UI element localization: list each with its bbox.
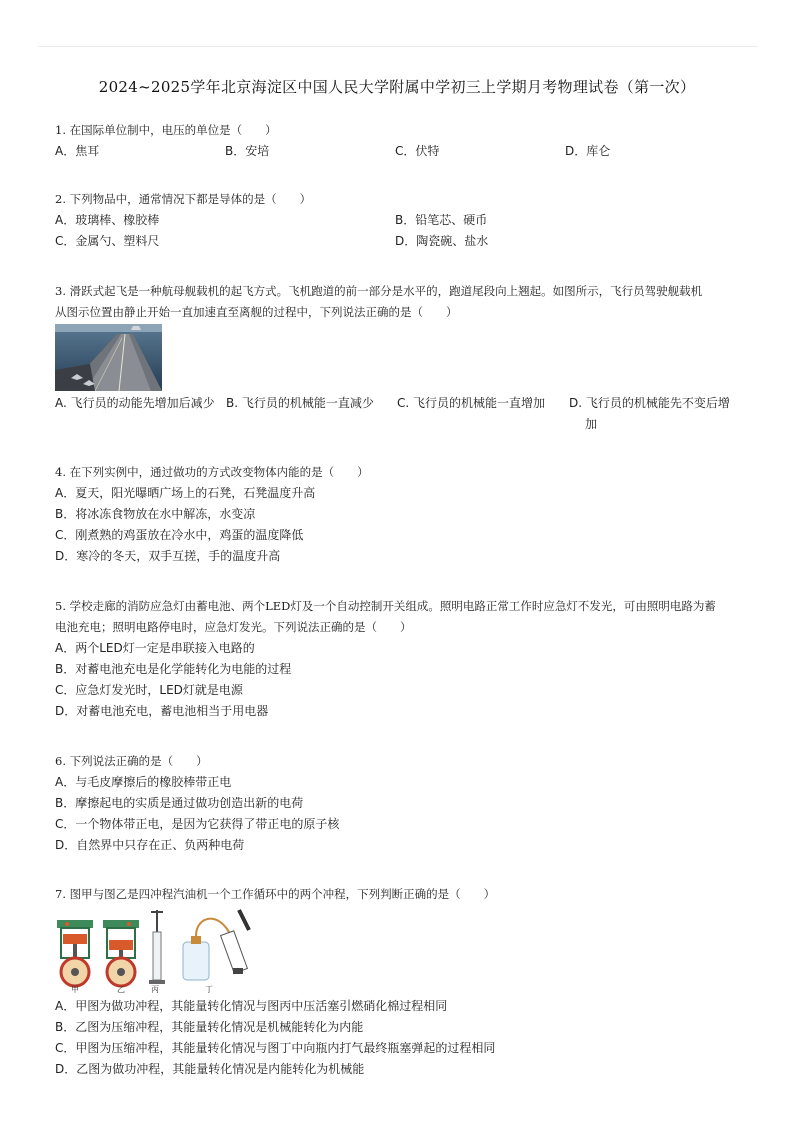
option-c: C. 飞行员的机械能一直增加 (397, 396, 546, 410)
question-1 (55, 120, 745, 162)
aircraft-carrier-photo (55, 324, 162, 391)
header-divider (38, 46, 758, 47)
compression-tube (149, 910, 165, 984)
option-b: B．摩擦起电的实质是通过做功创造出新的电荷 (55, 796, 304, 810)
options-row (55, 210, 745, 231)
question-3-options (55, 393, 755, 435)
figure-label-bing: 丙 (151, 985, 159, 994)
question-7 (55, 884, 745, 905)
option-d: D．陶瓷碗、盐水 (395, 234, 489, 248)
option-b: B．安培 (225, 144, 270, 158)
figure-label-ding: 丁 (205, 985, 213, 994)
question-stem: 2. 下列物品中，通常情况下都是导体的是（ ） (55, 192, 312, 206)
question-2 (55, 189, 745, 252)
figure-label-jia: 甲 (71, 985, 79, 994)
option-a: A．与毛皮摩擦后的橡胶棒带正电 (55, 775, 232, 789)
question-3 (55, 281, 755, 323)
question-stem-line: 从图示位置由静止开始一直加速直至离舰的过程中，下列说法正确的是（ ） (55, 305, 458, 319)
option-c: C．伏特 (395, 144, 440, 158)
option-c: C．一个物体带正电，是因为它获得了带正电的原子核 (55, 817, 340, 831)
question-5 (55, 596, 755, 722)
option-c: C．甲图为压缩冲程，其能量转化情况与图丁中向瓶内打气最终瓶塞弹起的过程相同 (55, 1041, 496, 1055)
option-d: D. 飞行员的机械能先不变后增 (569, 396, 730, 410)
option-b: B．对蓄电池充电是化学能转化为电能的过程 (55, 662, 292, 676)
option-d: D．自然界中只存在正、负两种电荷 (55, 838, 245, 852)
options-row (55, 141, 745, 162)
option-a: A．玻璃棒、橡胶棒 (55, 213, 160, 227)
option-d: D．对蓄电池充电，蓄电池相当于用电器 (55, 704, 269, 718)
option-d: D．寒冷的冬天，双手互搓，手的温度升高 (55, 549, 281, 563)
option-a: A．夏天，阳光曝晒广场上的石凳，石凳温度升高 (55, 486, 316, 500)
question-stem: 4. 在下列实例中，通过做功的方式改变物体内能的是（ ） (55, 465, 369, 479)
option-b: B．铅笔芯、硬币 (395, 213, 488, 227)
option-c: C．应急灯发光时，LED灯就是电源 (55, 683, 243, 697)
option-b: B．乙图为压缩冲程，其能量转化情况是机械能转化为内能 (55, 1020, 364, 1034)
question-stem-line: 5. 学校走廊的消防应急灯由蓄电池、两个LED灯及一个自动控制开关组成。照明电路正常工作时应急灯不发光，可由照明电路为蓄 (55, 599, 716, 613)
option-a: A．焦耳 (55, 144, 100, 158)
question-stem-line: 3. 滑跃式起飞是一种航母舰载机的起飞方式。飞机跑道的前一部分是水平的，跑道尾段向上翘起。如图所示，飞行员驾驶舰载机 (55, 284, 703, 298)
question-stem-line: 电池充电；照明电路停电时，应急灯发光。下列说法正确的是（ ） (55, 620, 412, 634)
question-6 (55, 751, 745, 856)
option-c: C．刚煮熟的鸡蛋放在冷水中，鸡蛋的温度降低 (55, 528, 304, 542)
page-title: 2024~2025学年北京海淀区中国人民大学附属中学初三上学期月考物理试卷（第一次） (98, 78, 696, 96)
option-d: D．乙图为做功冲程，其能量转化情况是内能转化为机械能 (55, 1062, 365, 1076)
option-d: D．库仑 (565, 144, 611, 158)
engine-stroke-figure (55, 906, 275, 994)
option-a: A．甲图为做功冲程，其能量转化情况与图丙中压活塞引燃硝化棉过程相同 (55, 999, 448, 1013)
engine-yi (103, 920, 139, 986)
figure-label-yi: 乙 (117, 985, 125, 994)
option-d-continued: 加 (585, 417, 598, 431)
question-4 (55, 462, 745, 567)
option-c: C．金属勺、塑料尺 (55, 234, 160, 248)
option-b: B. 飞行员的机械能一直减少 (226, 396, 374, 410)
options-row (55, 231, 745, 252)
option-a: A. 飞行员的动能先增加后减少 (55, 396, 215, 410)
question-stem: 6. 下列说法正确的是（ ） (55, 754, 208, 768)
question-7-options (55, 996, 745, 1080)
option-b: B．将冰冻食物放在水中解冻，水变凉 (55, 507, 256, 521)
question-stem: 1. 在国际单位制中，电压的单位是（ ） (55, 123, 277, 137)
question-stem: 7. 图甲与图乙是四冲程汽油机一个工作循环中的两个冲程，下列判断正确的是（ ） (55, 887, 496, 901)
bottle-pump (183, 910, 249, 980)
engine-jia (57, 920, 93, 986)
option-a: A．两个LED灯一定是串联接入电路的 (55, 641, 255, 655)
